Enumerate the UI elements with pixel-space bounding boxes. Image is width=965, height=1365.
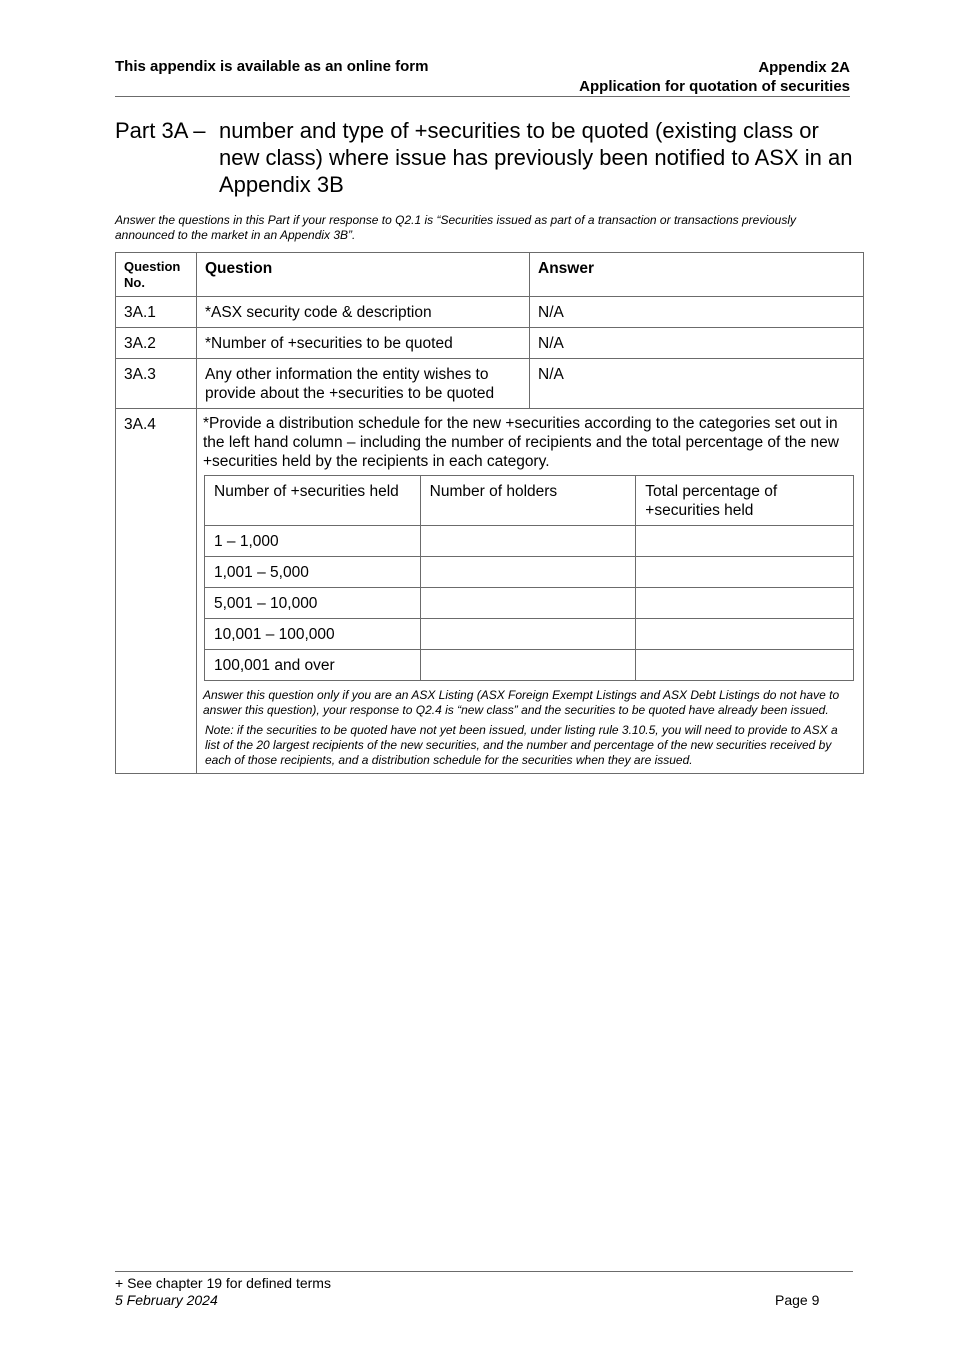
- holders-input[interactable]: [420, 650, 636, 681]
- footer-date: 5 February 2024: [115, 1292, 218, 1308]
- dist-row: [205, 650, 854, 681]
- online-form-note: This appendix is available as an online form: [115, 58, 429, 75]
- percentage-input[interactable]: [636, 588, 854, 619]
- dist-row: [205, 619, 854, 650]
- holders-input[interactable]: [420, 526, 636, 557]
- dist-row: [205, 526, 854, 557]
- question-text: *Number of +securities to be quoted: [197, 328, 530, 359]
- table-row: [116, 409, 864, 774]
- table-row: [116, 359, 864, 409]
- percentage-input[interactable]: [636, 650, 854, 681]
- defined-terms-note: + See chapter 19 for defined terms: [115, 1275, 331, 1291]
- part-instructions: Answer the questions in this Part if your response to Q2.1 is “Securities issued as part of a transaction or transactions previously announced to the market in an Appendix 3B”.: [115, 213, 796, 242]
- header-answer: Answer: [530, 253, 864, 297]
- dist-row: [205, 588, 854, 619]
- part-title: number and type of +securities to be quoted (existing class or new class) where issue has previously been notified to ASX in an Appendix 3B: [219, 118, 853, 197]
- distribution-question-cell: [197, 409, 864, 774]
- dist-range: 10,001 – 100,000: [205, 619, 421, 650]
- header-question: Question: [197, 253, 530, 297]
- question-text: Any other information the entity wishes to provide about the +securities to be quoted: [197, 359, 530, 409]
- dist-header-holders: Number of holders: [420, 476, 636, 526]
- holders-input[interactable]: [420, 588, 636, 619]
- distribution-schedule-table: [204, 475, 854, 681]
- percentage-input[interactable]: [636, 619, 854, 650]
- table-header-row: [116, 253, 864, 297]
- answer-field[interactable]: N/A: [530, 297, 864, 328]
- appendix-number: Appendix 2A: [758, 59, 850, 76]
- percentage-input[interactable]: [636, 526, 854, 557]
- dist-range: 1 – 1,000: [205, 526, 421, 557]
- dist-header-securities-held: Number of +securities held: [205, 476, 421, 526]
- question-text: *Provide a distribution schedule for the new +securities according to the categories set out in the left hand column – including the number of recipients and the total percentage of the new +securities held by the recipients in each category.: [203, 415, 839, 470]
- listing-rule-note: Note: if the securities to be quoted have not yet been issued, under listing rule 3.10.5, you will need to provide to ASX a list of the 20 largest recipients of the new securities, and the number and percentage of the new securities received by each of those recipients, and a distribution schedule for the securities when they are issued.: [205, 723, 838, 767]
- appendix-subtitle: Application for quotation of securities: [579, 78, 850, 95]
- answer-field[interactable]: N/A: [530, 328, 864, 359]
- dist-range: 5,001 – 10,000: [205, 588, 421, 619]
- question-number: 3A.3: [116, 359, 197, 409]
- page-footer: [115, 1271, 853, 1308]
- header-question-no: Question No.: [116, 253, 197, 297]
- dist-header-percentage: Total percentage of +securities held: [636, 476, 854, 526]
- appendix-title: [579, 58, 850, 96]
- percentage-input[interactable]: [636, 557, 854, 588]
- answer-field[interactable]: N/A: [530, 359, 864, 409]
- distribution-note: Answer this question only if you are an ASX Listing (ASX Foreign Exempt Listings and ASX Debt Listings do not have to answer this question), your response to Q2.4 is “new class” and the securities to be quoted have already been issued.: [203, 688, 840, 717]
- dist-row: [205, 557, 854, 588]
- dist-header-row: [205, 476, 854, 526]
- dist-range: 100,001 and over: [205, 650, 421, 681]
- holders-input[interactable]: [420, 619, 636, 650]
- question-number: 3A.4: [116, 409, 197, 774]
- table-row: [116, 297, 864, 328]
- questions-table: [115, 252, 864, 774]
- table-row: [116, 328, 864, 359]
- question-number: 3A.2: [116, 328, 197, 359]
- holders-input[interactable]: [420, 557, 636, 588]
- question-number: 3A.1: [116, 297, 197, 328]
- question-text: *ASX security code & description: [197, 297, 530, 328]
- page-number: Page 9: [775, 1292, 820, 1308]
- page-header: [115, 58, 850, 97]
- dist-range: 1,001 – 5,000: [205, 557, 421, 588]
- part-prefix: Part 3A –: [115, 118, 206, 143]
